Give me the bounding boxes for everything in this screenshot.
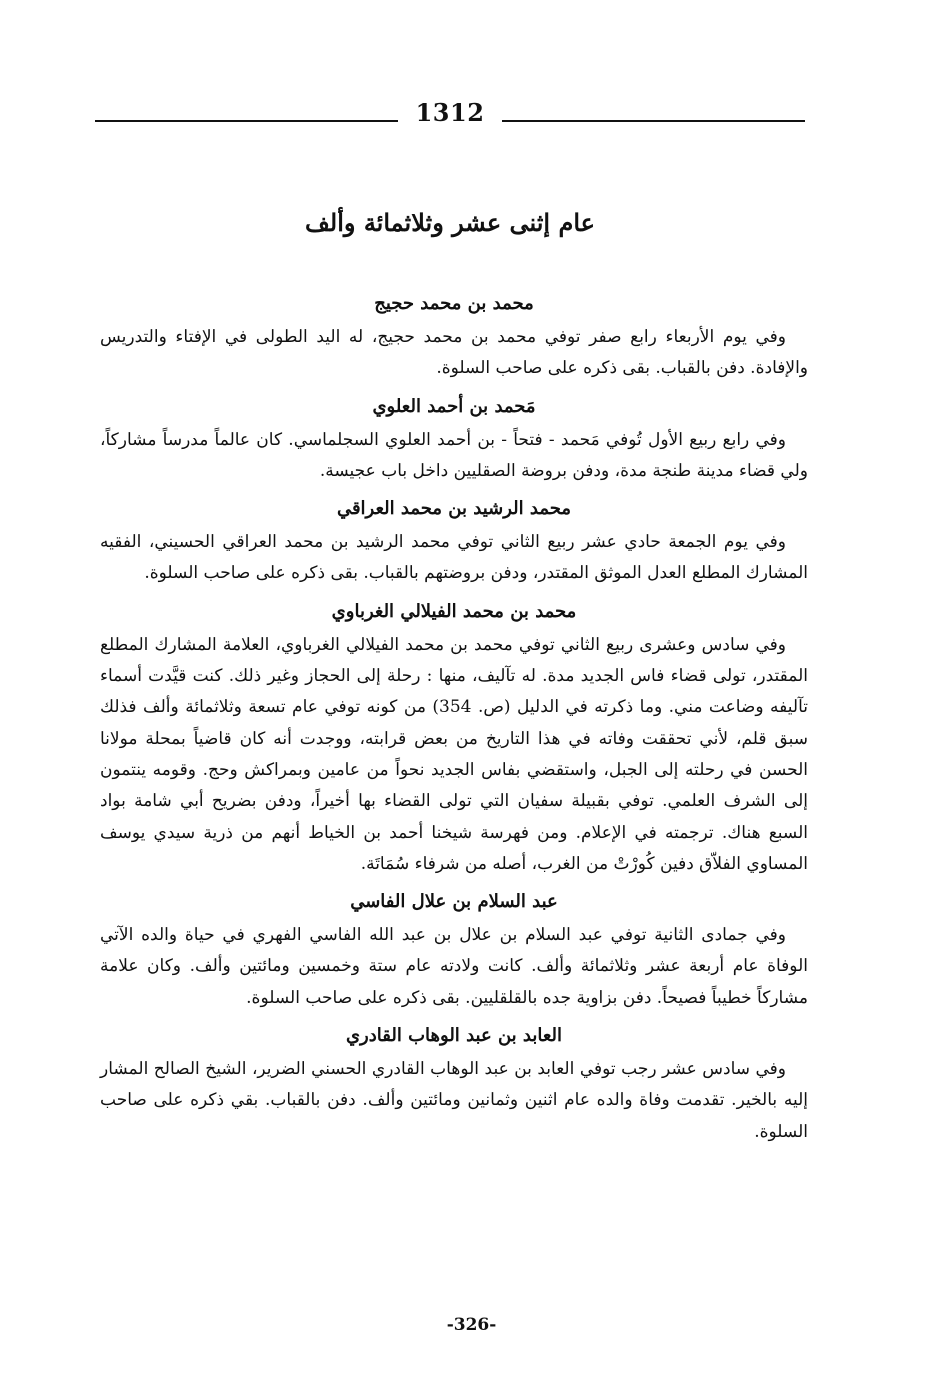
entry <box>100 290 808 385</box>
entry-body: وفي رابع ربيع الأول تُوفي مَحمد - فتحاً - بن أحمد العلوي السجلماسي. كان عالماً مدرساً مشاركاً، ولي قضاء مدينة طنجة مدة، ودفن بروضة الصقليين داخل باب عجيسة. <box>100 429 808 481</box>
entry-body: وفي جمادى الثانية توفي عبد السلام بن علال بن عبد الله الفاسي الفهري في حياة والده الآتي الوفاة عام أربعة عشر وثلاثمائة وألف. كانت ولادته عام ستة وخمسين ومائتين وألف. وكان علامة مشاركاً خطيباً فصيحاً. دفن بزاوية جده بالقلقليين. بقى ذكره على صاحب السلوة. <box>100 925 808 1008</box>
entry-title: محمد بن محمد الفيلالي الغرباوي <box>331 600 577 622</box>
page-header <box>95 92 805 132</box>
entry <box>100 393 808 488</box>
entry <box>100 598 808 880</box>
entry-body: وفي سادس وعشرى ربيع الثاني توفي محمد بن محمد الفيلالي الغرباوي، العلامة المشارك المطلع المقتدر، تولى قضاء فاس الجديد مدة. له تآليف، منها : رحلة إلى الحجاز وغير ذلك. كنت قيَّدت أسماء تآليفه وضاعت مني. وما ذكرته في الدليل (ص. 354) من كونه توفي عام تسعة وثلاثمائة وألف فذلك سبق قلم، لأني تحققت وفاته في هذا التاريخ من بعض قرابته، ووجدت أنه كان قاضياً بمحلة مولانا الحسن في رحلته إلى الجبل، واستقضي بفاس الجديد نحواً من عامين وبمراكش وحج. وقومه ينتمون إلى الشرف العلمي. توفي بقبيلة سفيان التي تولى القضاء بها أخيراً، ودفن بضريح أبي شامة بواد السبع هناك. ترجمته في الإعلام. ومن فهرسة شيخنا أحمد بن الخياط أنهم من ذرية سيدي يوسف المساوي الفلاّق دفين كُورْتْ من الغرب، أصله من شرفاء سُمَاتَة. <box>100 634 808 874</box>
entry-title: العابد بن عبد الوهاب القادري <box>345 1025 563 1047</box>
entry <box>100 495 808 590</box>
header-rule-right <box>502 120 805 122</box>
entry-body: وفي يوم الجمعة حادي عشر ربيع الثاني توفي محمد الرشيد بن محمد العراقي الحسيني، الفقيه المشارك المطلع العدل الموثق المقتدر، ودفن بروضتهم بالقباب. بقى ذكره على صاحب السلوة. <box>100 532 808 584</box>
entry <box>100 888 808 1014</box>
entry-title: عبد السلام بن علال الفاسي <box>350 891 558 913</box>
page-number: -326- <box>446 1315 497 1335</box>
header-rule-left <box>95 120 398 122</box>
entry <box>100 1022 808 1148</box>
chapter-title: عام إثنى عشر وثلاثمائة وألف <box>305 208 595 237</box>
entry-body: وفي يوم الأربعاء رابع صفر توفي محمد بن محمد حجيج، له اليد الطولى في الإفتاء والتدريس والإفادة. دفن بالقباب. بقى ذكره على صاحب السلوة. <box>100 327 808 379</box>
entry-title: مَحمد بن أحمد العلوي <box>372 395 536 417</box>
entry-title: محمد بن محمد حجيج <box>374 293 534 314</box>
header-year-number: 1312 <box>415 97 485 127</box>
entry-body: وفي سادس عشر رجب توفي العابد بن عبد الوهاب القادري الحسني الضرير، الشيخ الصالح المشار إليه بالخير. تقدمت وفاة والده عام اثنين وثمانين ومائتين وألف. دفن بالقباب. بقي ذكره على صاحب السلوة. <box>100 1059 808 1142</box>
entries-list <box>100 290 808 1156</box>
entry-title: محمد الرشيد بن محمد العراقي <box>336 498 572 520</box>
